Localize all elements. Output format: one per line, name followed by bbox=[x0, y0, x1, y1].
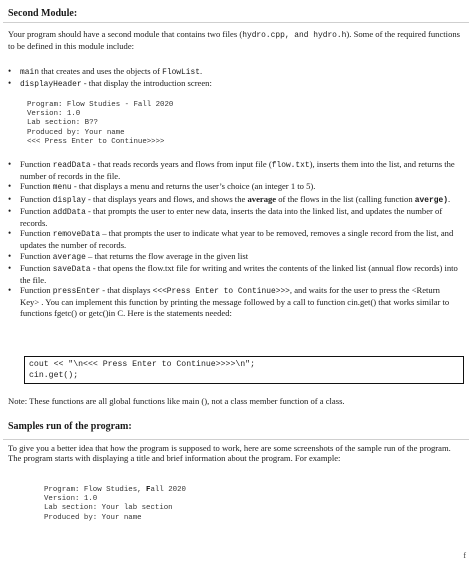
list-text: Function bbox=[20, 205, 53, 216]
list-item-menu bbox=[20, 181, 460, 193]
list-text: , and waits for the user to press the <Return Key> . You can implement this function by printing the message followed by a call to function cin.get() that works similar to functions fgetc() or getc()in C. Here is the statements needed: bbox=[20, 285, 450, 318]
list-item-average bbox=[20, 251, 460, 263]
code-line: Program: Flow Studies, bbox=[44, 486, 147, 494]
list-text: Function bbox=[20, 159, 53, 169]
code-main: main bbox=[20, 68, 39, 77]
list-item-display bbox=[20, 194, 460, 206]
list-item-main bbox=[20, 66, 460, 78]
code-line: cout << "\n<<< Press Enter to Continue>>>>\n"; bbox=[29, 360, 256, 369]
list-text: - that displays a menu and returns the user’s choice (an integer 1 to 5). bbox=[71, 181, 316, 192]
code-line: Lab section: Your lab section bbox=[44, 504, 173, 513]
list-text: Function bbox=[20, 193, 53, 204]
list-text: – that prompts the user to indicate what year to be removed, removes a single record from the list, and updates the number of records. bbox=[20, 228, 454, 251]
function-list-1 bbox=[20, 66, 460, 90]
code-line: Produced by: Your name bbox=[44, 513, 142, 522]
bold-average: average bbox=[247, 193, 277, 204]
code-line: Lab section: B?? bbox=[27, 119, 98, 128]
sample-run-code bbox=[44, 486, 186, 523]
list-text: Function bbox=[20, 228, 53, 239]
code-adddata: addData bbox=[52, 207, 86, 217]
code-averge: averge) bbox=[414, 195, 448, 205]
intro-filenames: hydro.cpp, and hydro.h bbox=[242, 31, 347, 40]
code-savedata: saveData bbox=[52, 264, 91, 274]
intro-paragraph bbox=[8, 29, 460, 51]
list-text: - that displays years and flows, and shows the bbox=[85, 193, 248, 204]
list-text: . bbox=[447, 193, 451, 204]
list-item-adddata bbox=[20, 206, 460, 228]
code-average: average bbox=[52, 252, 86, 262]
code-line: Version: 1.0 bbox=[44, 495, 98, 504]
list-text: . bbox=[199, 66, 203, 76]
code-removedata: removeData bbox=[52, 230, 101, 240]
intro-screen-code bbox=[27, 101, 173, 147]
samples-paragraph: To give you a better idea that how the program is supposed to work, here are some screenshots of the sample run of the program. The program starts with displaying a title and brief information about the program. For example: bbox=[8, 443, 451, 464]
intro-text-2: ). Some of the required functions to be defined in this module include: bbox=[8, 29, 461, 52]
note-paragraph: Note: These functions are all global functions like main (), not a class member function of a class. bbox=[8, 396, 345, 406]
list-text: - that display the introduction screen: bbox=[81, 78, 212, 89]
list-text: - that reads records years and flows from input file ( bbox=[90, 159, 272, 169]
list-text: Function bbox=[20, 250, 53, 261]
list-item-savedata bbox=[20, 263, 460, 285]
list-text: that creates and uses the objects of bbox=[38, 66, 163, 76]
code-display: display bbox=[52, 195, 86, 205]
list-text: - that prompts the user to enter new data, inserts the data into the linked list, and updates the number of records. bbox=[20, 205, 443, 229]
section-heading: Second Module: bbox=[8, 8, 78, 19]
list-text: Function bbox=[20, 262, 53, 273]
list-item-displayheader bbox=[20, 78, 460, 90]
intro-text-1: Your program should have a second module that contains two files ( bbox=[8, 29, 243, 39]
code-flow-txt: flow.txt bbox=[271, 161, 310, 170]
list-text: of the flows in the list (calling function bbox=[276, 193, 415, 204]
list-text: - that opens the flow.txt file for writing and writes the contents of the linked list (annual flow records) into the file. bbox=[20, 262, 458, 286]
code-cursor-char: F bbox=[146, 486, 151, 494]
cin-get-code-box bbox=[24, 356, 464, 384]
list-text: Function bbox=[20, 181, 53, 192]
list-item-removedata bbox=[20, 228, 460, 250]
code-flowlist: FlowList bbox=[162, 68, 200, 77]
list-text: - that displays bbox=[100, 285, 153, 296]
code-displayheader: displayHeader bbox=[20, 80, 82, 90]
code-line: Version: 1.0 bbox=[27, 110, 81, 119]
divider bbox=[3, 439, 469, 440]
code-line: all 2020 bbox=[150, 486, 186, 494]
divider bbox=[3, 22, 469, 23]
list-item-pressenter bbox=[20, 285, 460, 318]
code-line: <<< Press Enter to Continue>>>> bbox=[27, 137, 165, 146]
code-line: Program: Flow Studies - Fall 2020 bbox=[27, 101, 174, 109]
samples-heading: Samples run of the program: bbox=[8, 421, 132, 432]
code-line: Produced by: Your name bbox=[27, 128, 125, 137]
code-menu: menu bbox=[52, 183, 72, 193]
function-list-2 bbox=[20, 159, 460, 318]
page-mark: f bbox=[463, 550, 466, 560]
code-readdata: readData bbox=[52, 161, 91, 170]
code-press-enter-message: <<<Press Enter to Continue>>> bbox=[152, 287, 290, 297]
list-text: – that returns the flow average in the given list bbox=[85, 250, 249, 261]
list-item-readdata bbox=[20, 159, 460, 181]
list-text: Function bbox=[20, 285, 53, 296]
code-pressenter: pressEnter bbox=[52, 287, 101, 297]
code-line: cin.get(); bbox=[29, 370, 79, 380]
list-text: ), inserts them into the list, and returns the number of records in the file. bbox=[20, 159, 455, 182]
